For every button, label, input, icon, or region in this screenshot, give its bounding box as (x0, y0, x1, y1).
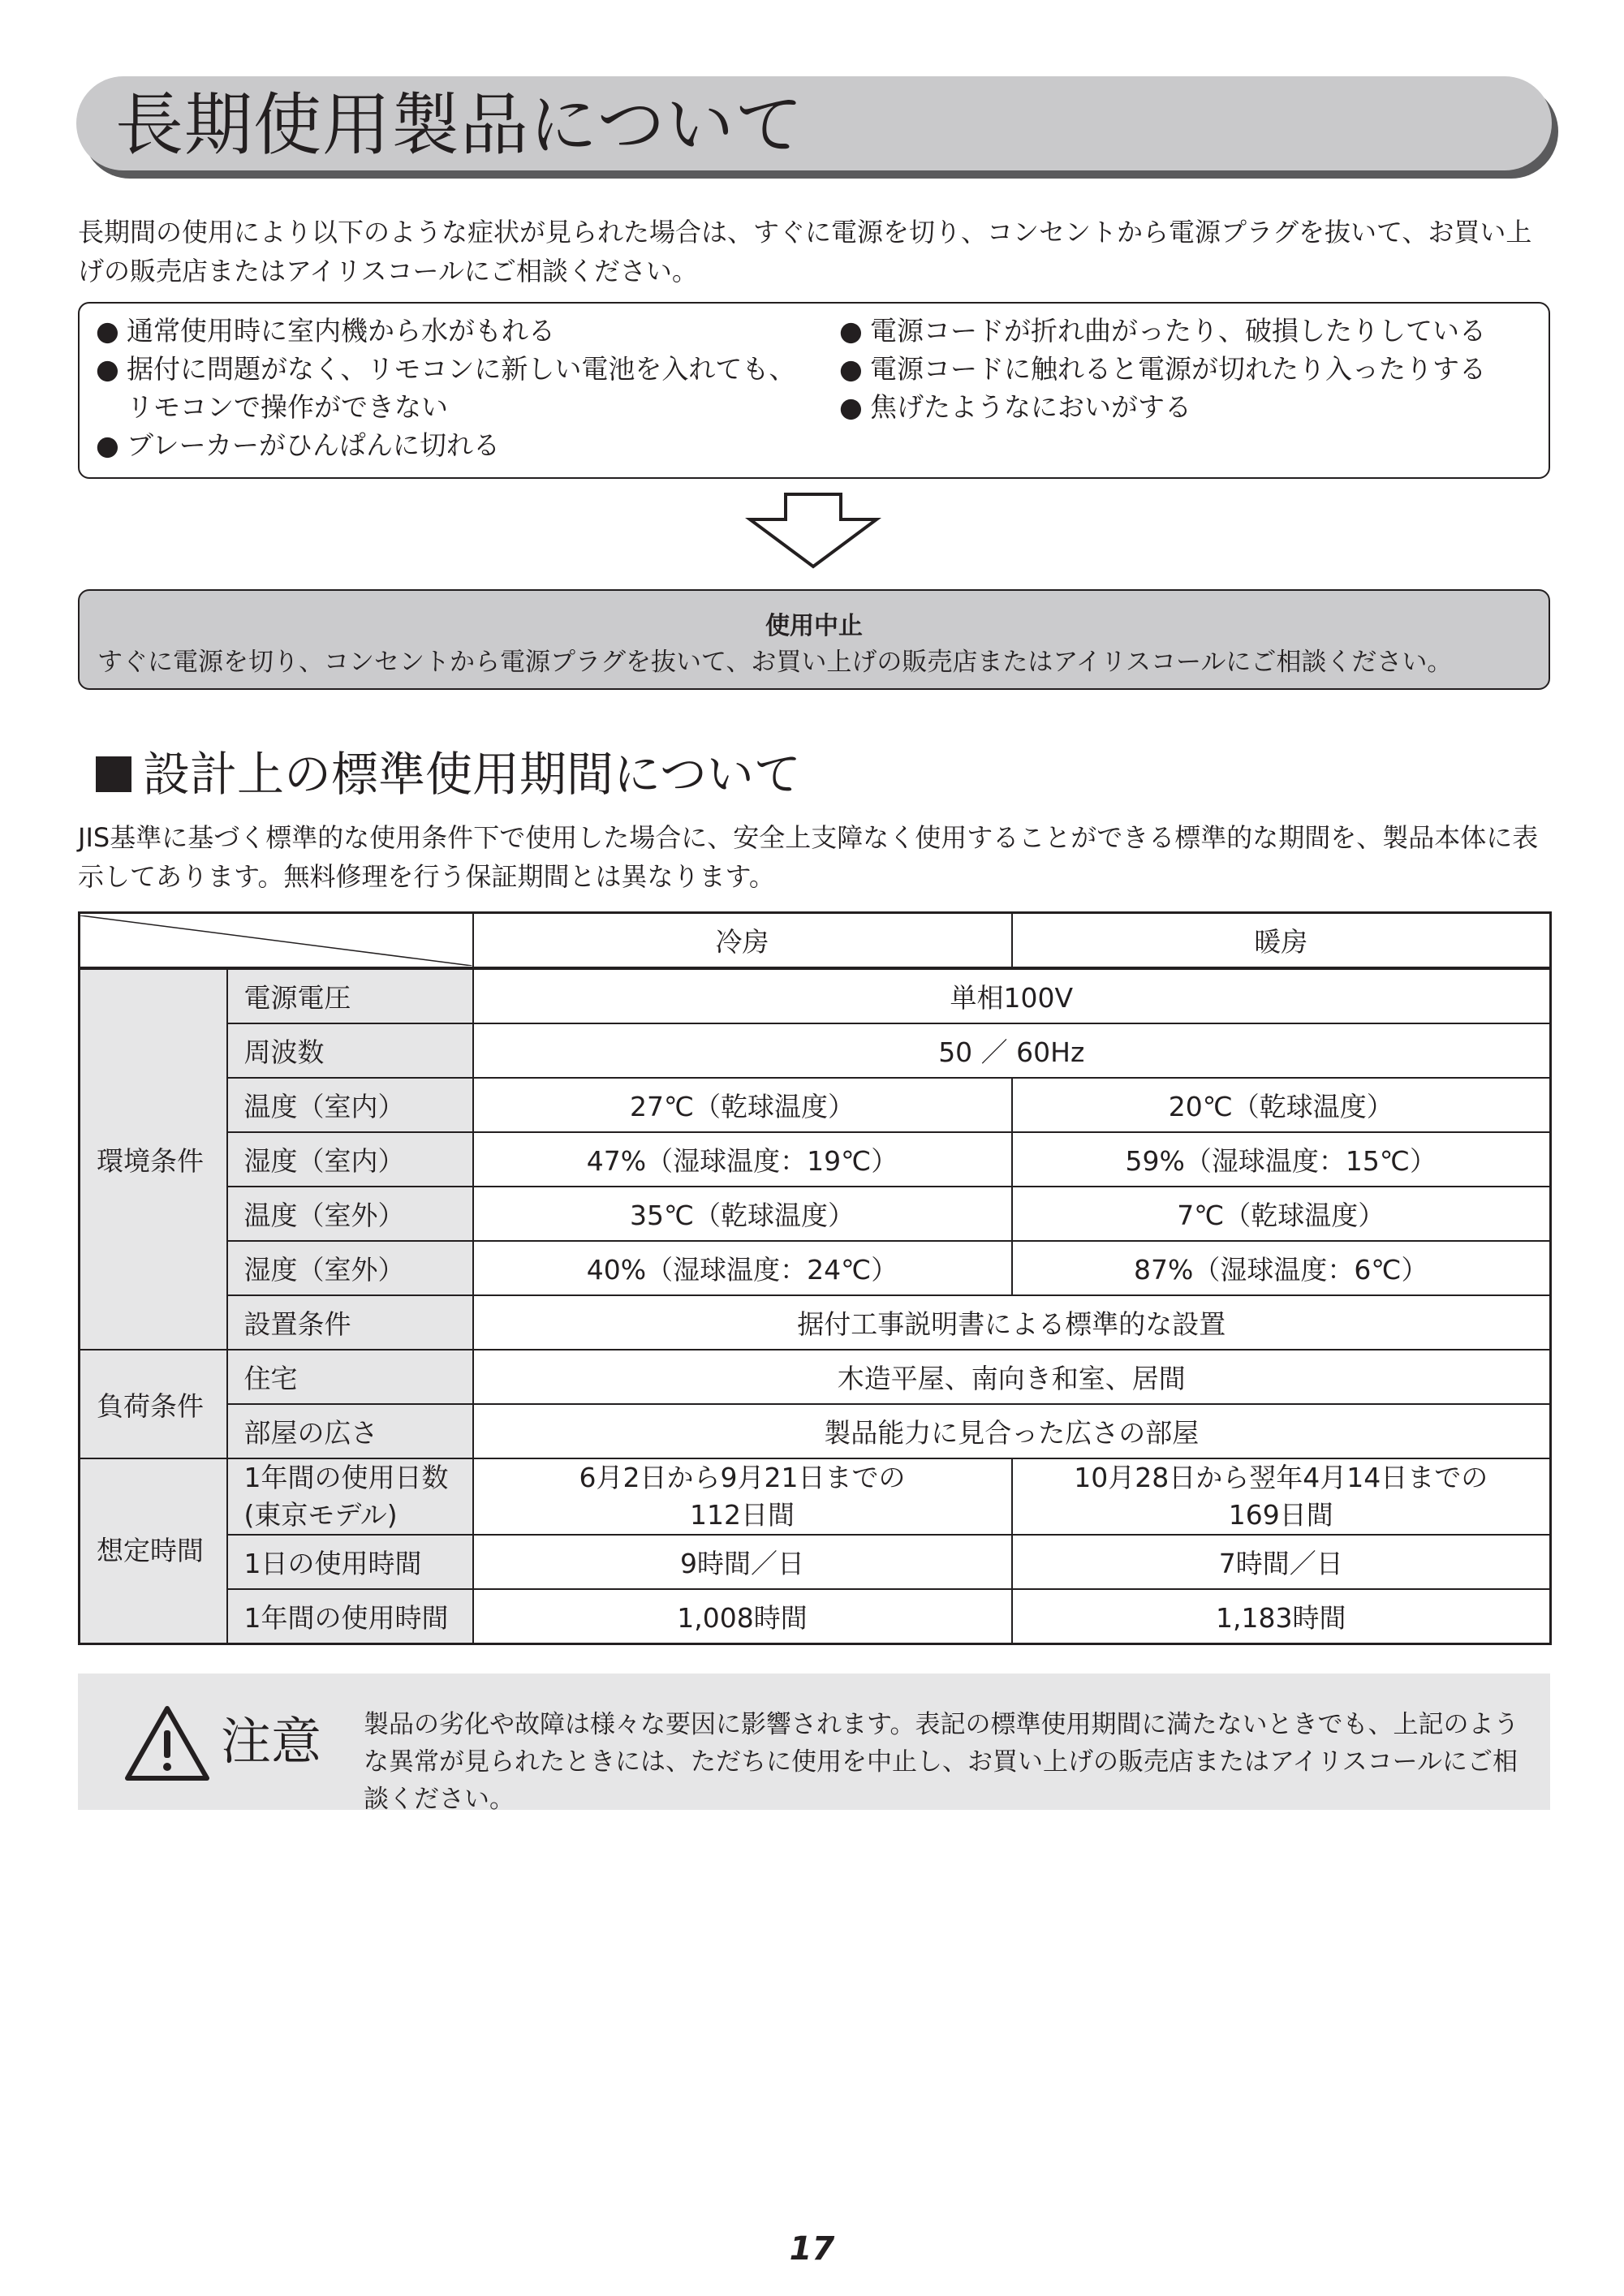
cell-line: 169日間 (1228, 1499, 1333, 1531)
cell-cooling: 35℃（乾球温度） (473, 1187, 1012, 1241)
symptoms-box (78, 302, 1550, 479)
table-corner-cell (80, 913, 473, 969)
cell-heating: 7℃（乾球温度） (1012, 1187, 1551, 1241)
symptom-text: 焦げたようなにおいがする (870, 391, 1191, 423)
cell-line: 6月2日から9月21日までの (579, 1462, 906, 1493)
cell-heating: 87%（湿球温度：6℃） (1012, 1241, 1551, 1295)
row-label (227, 1458, 473, 1535)
list-item (96, 350, 810, 426)
list-item (96, 426, 810, 464)
list-item (96, 312, 810, 350)
table-row (80, 1078, 1551, 1132)
symptom-text: 据付に問題がなく、リモコンに新しい電池を入れても、リモコンで操作ができない (127, 353, 796, 423)
group-assumed-time: 想定時間 (80, 1458, 227, 1644)
row-label: 設置条件 (227, 1295, 473, 1350)
bullet-icon: ● (96, 353, 119, 385)
symptom-text: 電源コードに触れると電源が切れたり入ったりする (870, 353, 1486, 385)
row-label: 湿度（室内） (227, 1132, 473, 1187)
stop-use-text: すぐに電源を切り、コンセントから電源プラグを抜いて、お買い上げの販売店またはアイリスコールにご相談ください。 (97, 648, 1453, 677)
row-label-line: (東京モデル) (243, 1499, 398, 1531)
group-environment: 環境条件 (80, 968, 227, 1350)
cell-value: 製品能力に見合った広さの部屋 (473, 1404, 1551, 1458)
cell-value: 50 ／ 60Hz (473, 1023, 1551, 1078)
cell-cooling: 9時間／日 (473, 1535, 1012, 1589)
symptoms-right-list (839, 312, 1537, 426)
table-header-row (80, 913, 1551, 969)
table-row (80, 1023, 1551, 1078)
row-label: 温度（室内） (227, 1078, 473, 1132)
table-row (80, 1132, 1551, 1187)
cell-value: 木造平屋、南向き和室、居間 (473, 1350, 1551, 1404)
cell-value: 据付工事説明書による標準的な設置 (473, 1295, 1551, 1350)
table-row (80, 1187, 1551, 1241)
stop-use-box (78, 589, 1550, 690)
cell-cooling: 1,008時間 (473, 1589, 1012, 1644)
caution-text: 製品の劣化や故障は様々な要因に影響されます。表記の標準使用期間に満たないときでも、上記のような異常が見られたときには、ただちに使用を中止し、お買い上げの販売店またはアイリスコールにご相談ください。 (364, 1710, 1519, 1814)
symptoms-left-list (96, 312, 810, 464)
symptom-text: 通常使用時に室内機から水がもれる (127, 315, 555, 347)
row-label: 周波数 (227, 1023, 473, 1078)
row-label: 住宅 (227, 1350, 473, 1404)
cell-heating: 20℃（乾球温度） (1012, 1078, 1551, 1132)
standard-usage-period-table (78, 911, 1552, 1645)
cell-heating: 1,183時間 (1012, 1589, 1551, 1644)
bullet-icon: ● (839, 315, 863, 347)
down-arrow-icon (745, 492, 881, 570)
row-label: 1日の使用時間 (227, 1535, 473, 1589)
bullet-icon: ● (96, 315, 119, 347)
cell-cooling: 27℃（乾球温度） (473, 1078, 1012, 1132)
cell-line: 10月28日から翌年4月14日までの (1074, 1462, 1488, 1493)
bullet-icon: ● (839, 391, 863, 423)
cell-heating (1012, 1458, 1551, 1535)
list-item (839, 388, 1537, 426)
list-item (839, 312, 1537, 350)
intro-text: 長期間の使用により以下のような症状が見られた場合は、すぐに電源を切り、コンセントから電源プラグを抜いて、お買い上げの販売店またはアイリスコールにご相談ください。 (78, 217, 1532, 286)
table-row (80, 1535, 1551, 1589)
cell-value: 単相100V (473, 968, 1551, 1023)
group-load: 負荷条件 (80, 1350, 227, 1458)
page-number: 17 (789, 2230, 835, 2268)
row-label: 電源電圧 (227, 968, 473, 1023)
stop-use-title: 使用中止 (765, 612, 863, 640)
bullet-icon: ● (96, 429, 119, 461)
section-square-icon (96, 756, 131, 792)
cell-heating: 7時間／日 (1012, 1535, 1551, 1589)
warning-triangle-icon (123, 1704, 211, 1782)
row-label-line: 1年間の使用日数 (243, 1462, 449, 1493)
caution-box (78, 1674, 1550, 1814)
table-row (80, 1404, 1551, 1458)
header-heating: 暖房 (1012, 913, 1551, 969)
symptom-text: ブレーカーがひんぱんに切れる (127, 429, 501, 461)
section-description: JIS基準に基づく標準的な使用条件下で使用した場合に、安全上支障なく使用することができる標準的な期間を、製品本体に表示してあります。無料修理を行う保証期間とは異なります。 (78, 822, 1539, 892)
cell-cooling: 47%（湿球温度：19℃） (473, 1132, 1012, 1187)
section-title: 設計上の標準使用期間について (143, 747, 801, 802)
cell-heating: 59%（湿球温度：15℃） (1012, 1132, 1551, 1187)
table-row (80, 1589, 1551, 1644)
row-label: 部屋の広さ (227, 1404, 473, 1458)
table-row (80, 1241, 1551, 1295)
cell-cooling (473, 1458, 1012, 1535)
cell-line: 112日間 (690, 1499, 795, 1531)
table-row (80, 1458, 1551, 1535)
caution-label: 注意 (221, 1712, 322, 1771)
row-label: 温度（室外） (227, 1187, 473, 1241)
row-label: 1年間の使用時間 (227, 1589, 473, 1644)
bullet-icon: ● (839, 353, 863, 385)
row-label: 湿度（室外） (227, 1241, 473, 1295)
table-row (80, 1350, 1551, 1404)
diagonal-line (80, 915, 472, 966)
cell-cooling: 40%（湿球温度：24℃） (473, 1241, 1012, 1295)
list-item (839, 350, 1537, 388)
table-row (80, 968, 1551, 1023)
table-row (80, 1295, 1551, 1350)
page-title: 長期使用製品について (115, 85, 804, 165)
header-cooling: 冷房 (473, 913, 1012, 969)
symptom-text: 電源コードが折れ曲がったり、破損したりしている (870, 315, 1486, 347)
